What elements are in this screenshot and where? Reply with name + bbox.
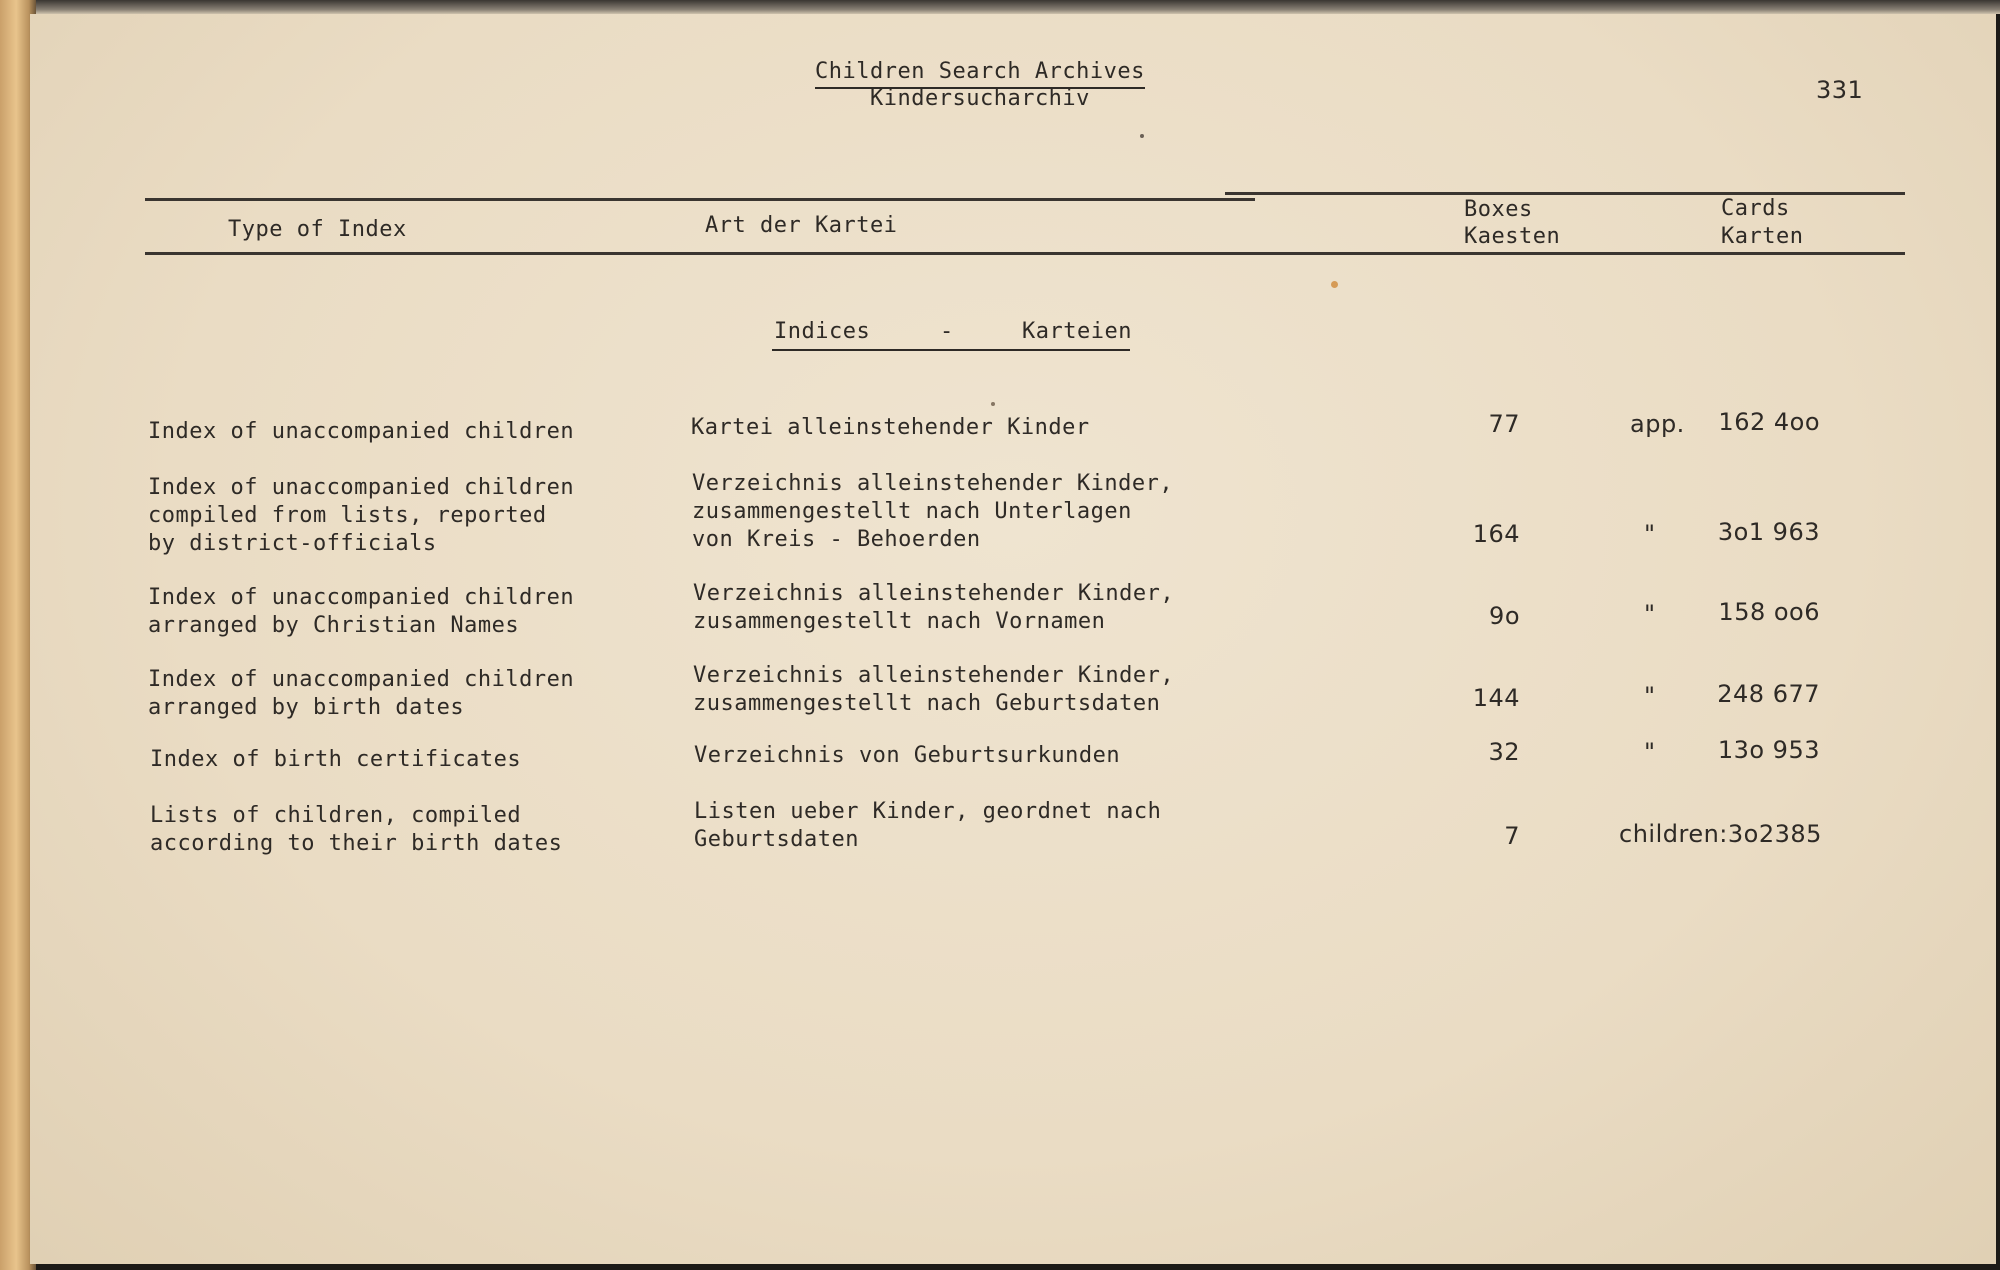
- table-row-5-en: Index of birth certificates: [150, 747, 522, 772]
- section-heading-left: Indices: [774, 319, 871, 344]
- table-row-4-cards: 248 677: [1717, 680, 1820, 708]
- table-row-2-note: ": [1644, 520, 1656, 548]
- table-row-2-cards: 3o1 963: [1717, 518, 1820, 546]
- page-subtitle: Kindersucharchiv: [870, 86, 1090, 111]
- paper-speck: [991, 402, 995, 406]
- column-header-cards-de: Karten: [1721, 224, 1804, 249]
- table-row-2-boxes: 164: [1472, 520, 1520, 548]
- table-row-3-note: ": [1644, 600, 1656, 628]
- table-row-4-en: Index of unaccompanied children arranged by birth dates: [148, 667, 575, 720]
- table-row-1-de: Kartei alleinstehender Kinder: [691, 415, 1090, 440]
- paper-stain: [1331, 281, 1338, 288]
- table-row-6-en: Lists of children, compiled according to their birth dates: [150, 803, 563, 856]
- table-row-1-cards: 162 4oo: [1718, 408, 1820, 436]
- column-header-type-en: Type of Index: [228, 217, 407, 242]
- table-row-4-boxes: 144: [1472, 684, 1520, 712]
- table-row-3-de: Verzeichnis alleinstehender Kinder, zusammengestellt nach Vornamen: [693, 581, 1175, 634]
- table-row-3-cards: 158 oo6: [1718, 598, 1820, 626]
- page-number: 331: [1816, 76, 1864, 104]
- header-rule-top-left: [145, 198, 1255, 201]
- table-row-1-en: Index of unaccompanied children: [148, 419, 575, 444]
- table-row-5-boxes: 32: [1488, 738, 1520, 766]
- section-heading: [772, 318, 1130, 351]
- table-row-6-note: children:3o2385: [1619, 820, 1822, 848]
- section-heading-right: Karteien: [1022, 319, 1132, 344]
- table-row-5-cards: 13o 953: [1717, 736, 1820, 764]
- scan-top-edge: [0, 0, 2000, 14]
- column-header-boxes-de: Kaesten: [1464, 224, 1561, 249]
- column-header-boxes-en: Boxes: [1464, 197, 1533, 222]
- table-row-4-note: ": [1644, 682, 1656, 710]
- column-header-cards-en: Cards: [1721, 196, 1790, 221]
- table-row-1-note: app.: [1630, 410, 1685, 438]
- table-row-2-de: Verzeichnis alleinstehender Kinder, zusammengestellt nach Unterlagen von Kreis - Behoerden: [692, 471, 1174, 552]
- paper-speck: [1140, 134, 1144, 138]
- table-row-3-boxes: 9o: [1489, 602, 1520, 630]
- table-row-1-boxes: 77: [1488, 410, 1520, 438]
- document-page: [30, 14, 1996, 1264]
- section-heading-dash: -: [940, 319, 954, 344]
- table-row-6-de: Listen ueber Kinder, geordnet nach Geburtsdaten: [694, 799, 1162, 852]
- table-row-5-de: Verzeichnis von Geburtsurkunden: [694, 743, 1121, 768]
- table-row-4-de: Verzeichnis alleinstehender Kinder, zusammengestellt nach Geburtsdaten: [693, 663, 1175, 716]
- table-row-2-en: Index of unaccompanied children compiled from lists, reported by district-officials: [148, 475, 575, 556]
- table-row-3-en: Index of unaccompanied children arranged by Christian Names: [148, 585, 575, 638]
- table-row-5-note: ": [1644, 738, 1656, 766]
- page-title: Children Search Archives: [815, 58, 1145, 89]
- header-rule-bottom: [145, 252, 1905, 255]
- table-row-6-boxes: 7: [1504, 822, 1520, 850]
- column-header-type-de: Art der Kartei: [705, 213, 898, 238]
- header-rule-top-right: [1225, 192, 1905, 195]
